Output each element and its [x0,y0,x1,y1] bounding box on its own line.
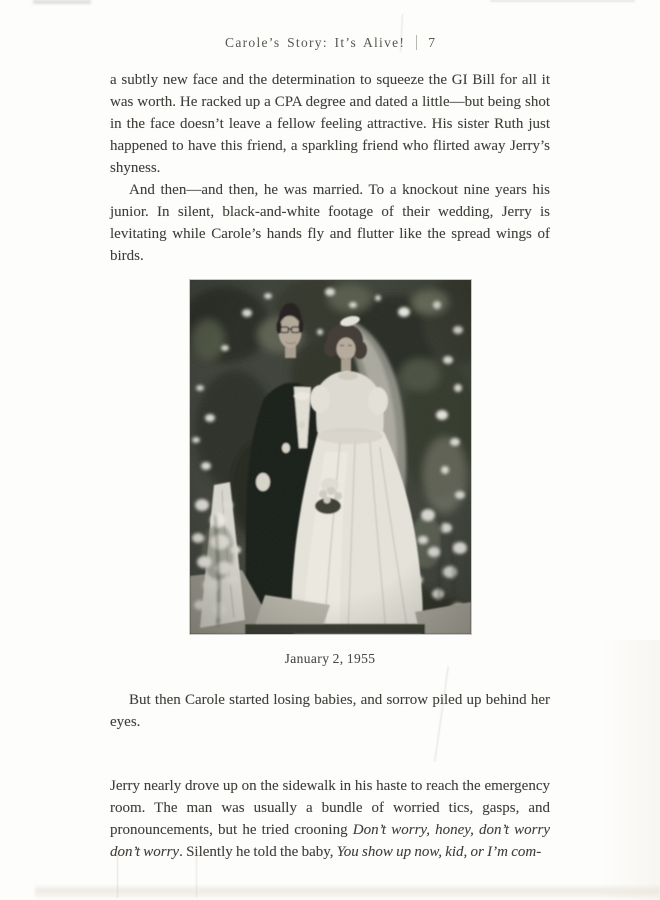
wedding-photo-figure [190,280,471,670]
paragraph: But then Carole started losing babies, and sorrow piled up behind her eyes. [110,692,550,730]
running-header [0,35,660,51]
paragraph: And then—and then, he was married. To a knockout nine years his junior. In silent, black-and-white footage of their wedding, Jerry is levitating while Carole’s hands fly and flutter like the spread wings of birds. [110,182,550,264]
header-divider-rule [416,35,417,50]
scan-edge-line [490,0,635,2]
page-number: 7 [428,35,435,50]
paragraph: a subtly new face and the determination to squeeze the GI Bill for all it was worth. He racked up a CPA degree and dated a little—but being shot in the face doesn’t leave a fellow feeling attractive. His sister Ruth just happened to have this friend, a sparkling friend who flirted away Jerry’s shyness. [110,72,550,176]
paragraph-segment-italic: You show up now, kid, or I’m com- [336,844,542,860]
scan-shadow-band [35,884,660,898]
photo-caption: January 2, 1955 [284,651,376,666]
black-and-white-wedding-photo [190,280,471,634]
body-text-column [110,69,550,863]
paragraph-segment: Jerry nearly drove up on the sidewalk in his haste to reach the emergency room. The man was usually a bundle of worried tics, gasps, and pronouncements, but he tried crooning [110,778,550,838]
paragraph [110,775,550,863]
scan-tint [600,640,660,900]
running-header-title: Carole’s Story: It’s Alive! [225,35,406,50]
paragraph-segment-italic: Don’t worry, honey, don’t worry don’t worry [110,822,550,860]
scan-smudge [33,0,91,4]
paragraph-segment: . Silently he told the baby, [179,844,337,860]
